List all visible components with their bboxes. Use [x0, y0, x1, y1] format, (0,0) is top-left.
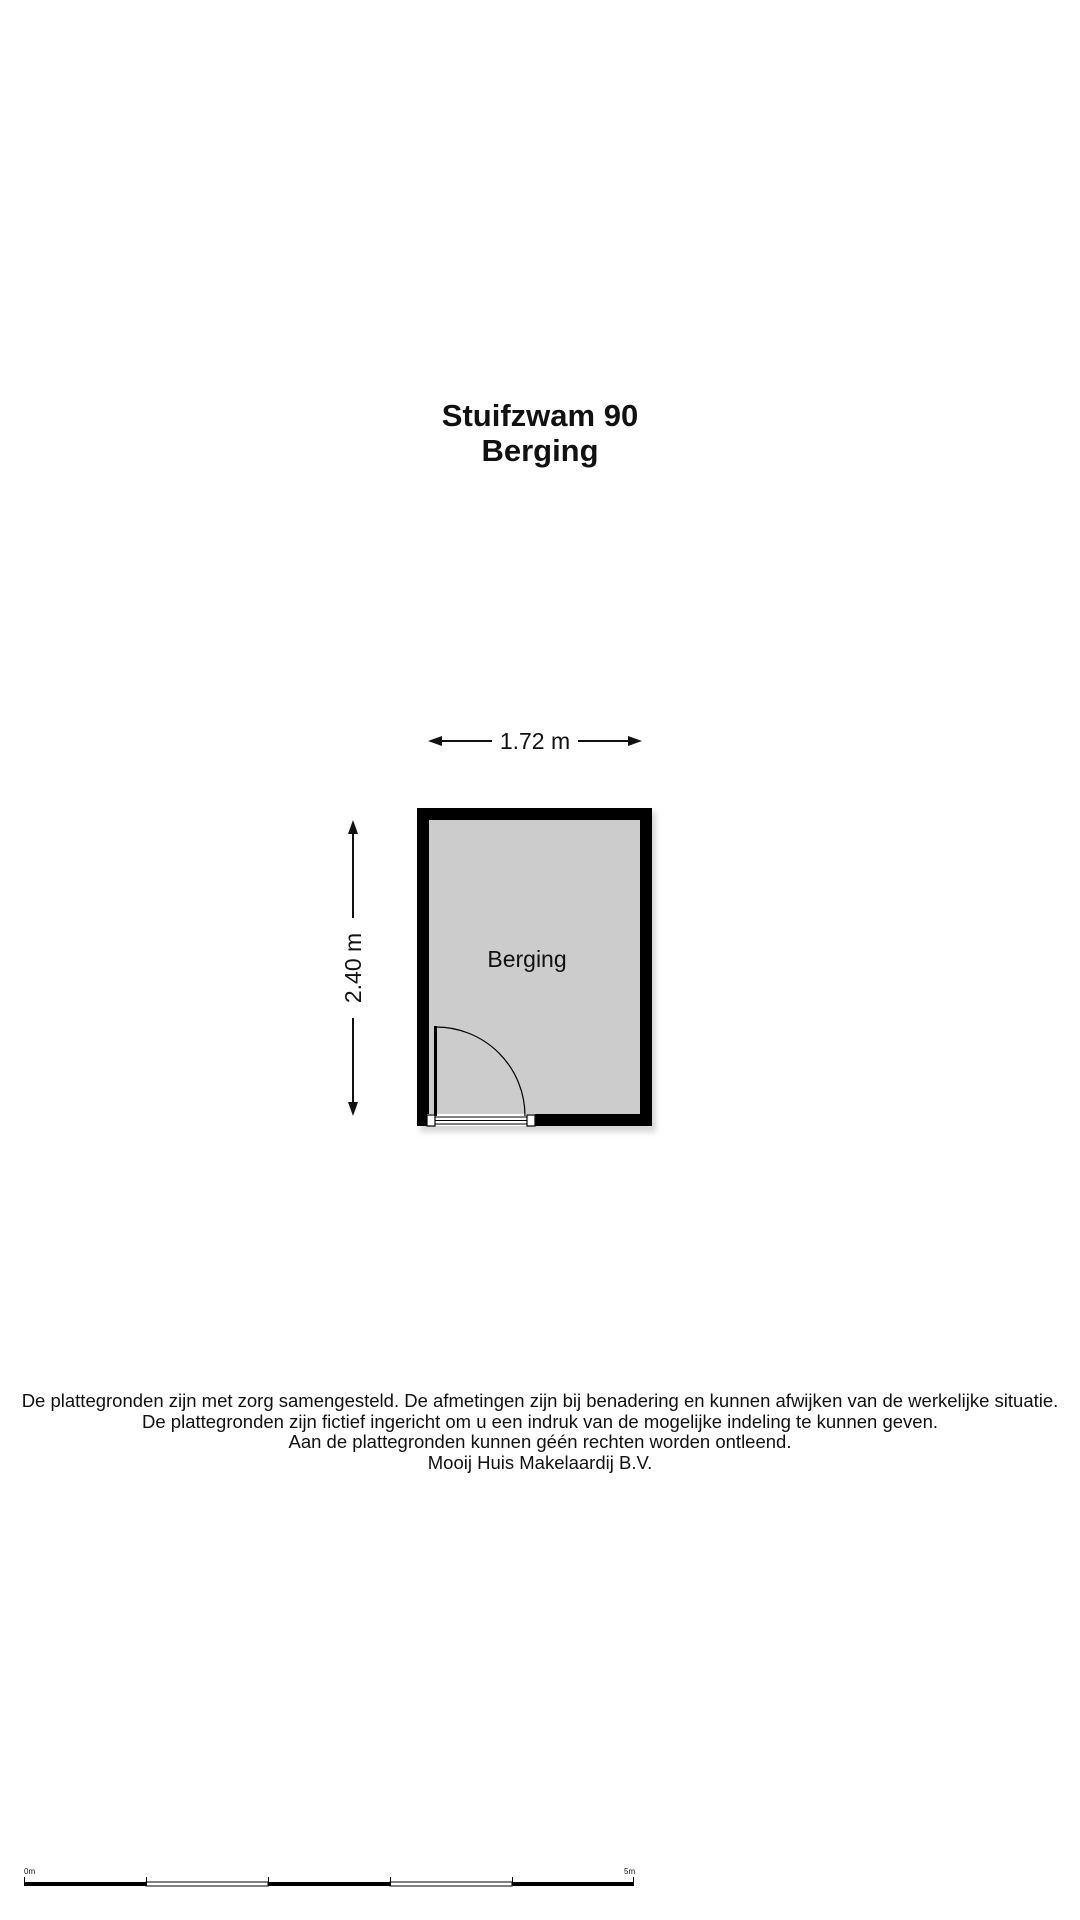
door-frame-right [527, 1115, 535, 1126]
address-title: Stuifzwam 90 [441, 398, 639, 433]
door-frame-left [427, 1115, 435, 1126]
scale-bar-segment-3 [268, 1882, 390, 1886]
scale-bar-segment-1 [24, 1882, 146, 1886]
width-arrow-left [428, 736, 442, 746]
width-dimension [428, 728, 642, 754]
disclaimer-line-3: Aan de plattegronden kunnen géén rechten worden ontleend. [288, 1431, 792, 1452]
height-dimension [340, 820, 366, 1116]
width-arrow-right [628, 736, 642, 746]
floor-title: Berging [481, 433, 599, 468]
disclaimer-line-2: De plattegronden zijn fictief ingericht om u een indruk van de mogelijke indeling te kunnen geven. [142, 1410, 938, 1432]
door-leaf [434, 1026, 437, 1116]
room-label: Berging [487, 946, 567, 972]
disclaimer-line-1: De plattegronden zijn met zorg samengesteld. De afmetingen zijn bij benadering en kunnen afwijken van de werkelijke situatie. [21, 1390, 1059, 1411]
width-label: 1.72 m [499, 728, 571, 754]
scale-bar-start-label: 0m [24, 1867, 36, 1876]
scale-bar [24, 1867, 635, 1886]
height-arrow-top [348, 820, 358, 834]
height-label: 2.40 m [340, 932, 366, 1004]
disclaimer [0, 1391, 1080, 1473]
disclaimer-line-4: Mooij Huis Makelaardij B.V. [427, 1451, 653, 1473]
scale-bar-segment-5 [512, 1882, 634, 1886]
height-arrow-bottom [348, 1102, 358, 1116]
scale-bar-end-label: 5m [624, 1867, 636, 1876]
scale-bar-segment-4 [390, 1882, 512, 1886]
room-storage [417, 808, 656, 1132]
scale-bar-segment-2 [146, 1882, 268, 1886]
